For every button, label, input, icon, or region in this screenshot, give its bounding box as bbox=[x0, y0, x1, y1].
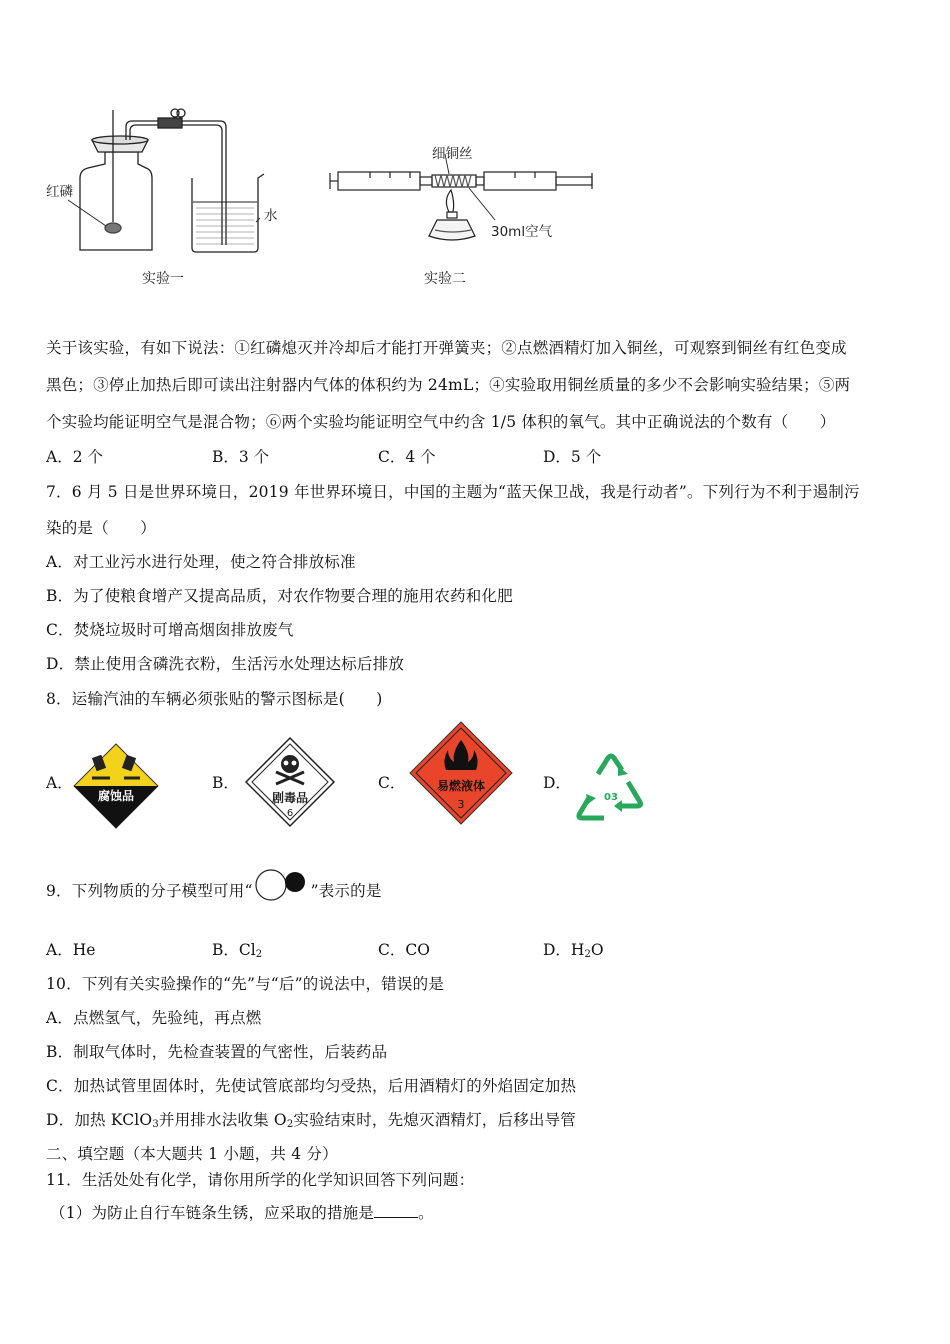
q10-option-d-sub1: 3 bbox=[152, 1119, 159, 1130]
section-two-heading: 二、填空题（本大题共 1 小题，共 4 分） bbox=[46, 1145, 338, 1163]
label-30ml-air: 30ml空气 bbox=[491, 224, 553, 240]
q10-option-d[interactable] bbox=[46, 1108, 576, 1130]
q10-option-b[interactable]: B．制取气体时，先检查装置的气密性，后装药品 bbox=[46, 1043, 388, 1061]
q9-option-d-main: D．H bbox=[543, 941, 585, 959]
q6-option-b[interactable]: B．3 个 bbox=[212, 448, 270, 466]
answer-blank[interactable] bbox=[374, 1203, 418, 1218]
q7-option-d[interactable]: D．禁止使用含磷洗衣粉，生活污水处理达标后排放 bbox=[46, 655, 405, 673]
toxic-sign-icon[interactable] bbox=[244, 736, 336, 828]
q10-option-d-part1: D．加热 KClO bbox=[46, 1111, 153, 1129]
q7-option-b[interactable]: B．为了使粮食增产又提高品质，对农作物要合理的施用农药和化肥 bbox=[46, 587, 513, 605]
q10-option-d-part2: 并用排水法收集 O bbox=[158, 1111, 287, 1129]
corrosive-sign-icon[interactable] bbox=[72, 742, 160, 830]
q6-stem-line-1: 关于该实验，有如下说法：①红磷熄灭并冷却后才能打开弹簧夹；②点燃酒精灯加入铜丝，可观察到铜丝有红色变成 bbox=[46, 339, 847, 357]
q8-option-b-letter[interactable]: B． bbox=[212, 774, 239, 792]
corrosive-sign-text: 腐蚀品 bbox=[97, 789, 135, 803]
q6-option-d[interactable]: D．5 个 bbox=[543, 448, 602, 466]
q10-stem: 10．下列有关实验操作的“先”与“后”的说法中，错误的是 bbox=[46, 975, 445, 993]
label-copper-wire: 细铜丝 bbox=[432, 146, 473, 162]
q10-option-d-part3: 实验结束时，先熄灭酒精灯，后移出导管 bbox=[293, 1111, 577, 1129]
recycle-sign-text: 03 bbox=[604, 792, 618, 803]
q9-stem-after: ”表示的是 bbox=[310, 882, 382, 900]
q9-option-d-end: O bbox=[590, 941, 604, 959]
q9-option-d[interactable] bbox=[543, 938, 604, 960]
q7-stem-line-2: 染的是（ ） bbox=[46, 519, 156, 537]
q11-sub1-text: （1）为防止自行车链条生锈，应采取的措施是 bbox=[50, 1204, 375, 1222]
q9-stem-before: 9．下列物质的分子模型可用“ bbox=[46, 882, 253, 900]
q9-option-b[interactable] bbox=[212, 938, 262, 960]
flammable-sign-text: 易燃液体 bbox=[436, 779, 486, 793]
q10-option-d-sub2: 2 bbox=[286, 1119, 294, 1130]
recycle-sign-icon[interactable] bbox=[568, 750, 654, 826]
q8-option-d-letter[interactable]: D． bbox=[543, 774, 571, 792]
q9-option-b-sub: 2 bbox=[255, 949, 263, 960]
q11-sub1 bbox=[50, 1201, 434, 1223]
q9-option-d-sub: 2 bbox=[584, 949, 591, 960]
q8-option-c-letter[interactable]: C． bbox=[378, 774, 406, 792]
q7-stem-line-1: 7．6 月 5 日是世界环境日，2019 年世界环境日，中国的主题为“蓝天保卫战，我是行动者”。下列行为不利于遏制污 bbox=[46, 483, 860, 501]
flammable-sign-number: 3 bbox=[457, 798, 465, 811]
q6-option-a[interactable]: A．2 个 bbox=[46, 448, 103, 466]
q8-option-a-letter[interactable]: A． bbox=[46, 774, 73, 792]
caption-experiment-two: 实验二 bbox=[424, 271, 466, 287]
q9-option-b-main: B．Cl bbox=[212, 941, 256, 959]
q7-option-a[interactable]: A．对工业污水进行处理，使之符合排放标准 bbox=[46, 553, 356, 571]
q6-option-c[interactable]: C．4 个 bbox=[378, 448, 436, 466]
q7-option-c[interactable]: C．焚烧垃圾时可增高烟囱排放废气 bbox=[46, 621, 294, 639]
q6-stem-line-2: 黑色；③停止加热后即可读出注射器内气体的体积约为 24mL；④实验取用铜丝质量的多少不会影响实验结果；⑤两 bbox=[46, 376, 851, 394]
experiment-one-diagram bbox=[40, 100, 300, 265]
flammable-liquid-sign-icon[interactable] bbox=[408, 720, 514, 826]
q6-stem-line-3: 个实验均能证明空气是混合物；⑥两个实验均能证明空气中约含 1/5 体积的氧气。其中正确说法的个数有（ ） bbox=[46, 413, 836, 431]
caption-experiment-one: 实验一 bbox=[142, 271, 184, 287]
q11-sub1-end: 。 bbox=[418, 1204, 434, 1222]
q10-option-a[interactable]: A．点燃氢气，先验纯，再点燃 bbox=[46, 1009, 262, 1027]
q9-stem bbox=[46, 879, 382, 902]
molecule-model-icon bbox=[253, 868, 311, 902]
q11-stem: 11．生活处处有化学，请你用所学的化学知识回答下列问题： bbox=[46, 1171, 475, 1189]
q9-option-a[interactable]: A．He bbox=[46, 941, 96, 959]
toxic-sign-text: 剧毒品 bbox=[271, 791, 309, 805]
q8-stem: 8．运输汽油的车辆必须张贴的警示图标是( ) bbox=[46, 690, 383, 708]
label-water: 水 bbox=[264, 208, 278, 224]
toxic-sign-number: 6 bbox=[286, 808, 294, 819]
q9-option-c[interactable]: C．CO bbox=[378, 941, 430, 959]
q10-option-c[interactable]: C．加热试管里固体时，先使试管底部均匀受热，后用酒精灯的外焰固定加热 bbox=[46, 1077, 577, 1095]
label-red-phosphorus: 红磷 bbox=[46, 184, 73, 200]
